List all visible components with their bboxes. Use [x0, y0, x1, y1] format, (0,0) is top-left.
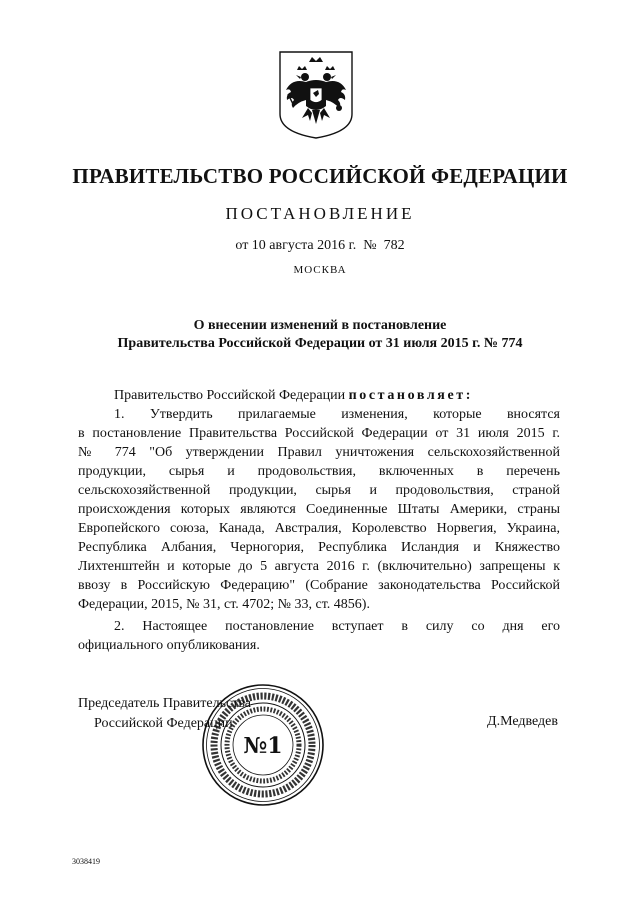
signatory-title-line: Российской Федерации — [94, 716, 233, 731]
intro-prefix: Правительство Российской Федерации — [114, 388, 346, 403]
signatory-name: Д.Медведев — [487, 714, 558, 729]
signatory-title-line: Председатель Правительства — [78, 696, 251, 711]
subject-line: Правительства Российской Федерации от 31 июля 2015 г. № 774 — [117, 336, 523, 351]
seal-number: №1 — [243, 733, 283, 759]
intro-paragraph — [78, 386, 560, 405]
intro-resolves: постановляет: — [348, 388, 473, 403]
paragraph-1-line: происхождения которых являются Соединенные Штаты Америки, страны — [78, 502, 560, 517]
document-registration-number: 3038419 — [72, 857, 100, 866]
document-date-number: от 10 августа 2016 г. № 782 — [235, 238, 405, 253]
paragraph-1-line: ввозу в Российскую Федерацию" (Собрание законодательства Российской — [78, 578, 560, 593]
paragraph-1-line: продукции, сырья и продовольствия, включенных в перечень — [78, 464, 560, 479]
paragraph-2-line: официального опубликования. — [78, 638, 260, 653]
government-title: ПРАВИТЕЛЬСТВО РОССИЙСКОЙ ФЕДЕРАЦИИ — [72, 164, 568, 188]
paragraph-1-line: сельскохозяйственной продукции, сырья и продовольствия, страной — [78, 483, 560, 498]
paragraph-2-line: 2. Настоящее постановление вступает в силу со дня его — [114, 619, 560, 634]
paragraph-1-line: в постановление Правительства Российской Федерации от 31 июля 2015 г. — [78, 426, 560, 441]
paragraph-1-line: 1. Утвердить прилагаемые изменения, которые вносятся — [114, 407, 560, 422]
document-subject — [60, 317, 580, 353]
coat-of-arms-icon — [276, 48, 356, 140]
paragraph-1-line: Республика Албания, Черногория, Республика Исландия и Княжество — [78, 540, 560, 555]
subject-line: О внесении изменений в постановление — [193, 318, 447, 333]
paragraph-1-line: Европейского союза, Канада, Австралия, Королевство Норвегия, Украина, — [78, 521, 560, 536]
document-type: ПОСТАНОВЛЕНИЕ — [225, 204, 415, 223]
official-seal-icon — [201, 683, 325, 807]
paragraph-1-line: Федерации, 2015, № 31, ст. 4702; № 33, ст. 4856). — [78, 597, 370, 612]
document-city: МОСКВА — [293, 264, 347, 276]
paragraph-1-line: № 774 "Об утверждении Правил уничтожения сельскохозяйственной — [78, 445, 560, 460]
document-body — [78, 386, 560, 655]
paragraph-1-line: Лихтенштейн и которые до 5 августа 2016 г. (включительно) запрещены к — [78, 559, 560, 574]
